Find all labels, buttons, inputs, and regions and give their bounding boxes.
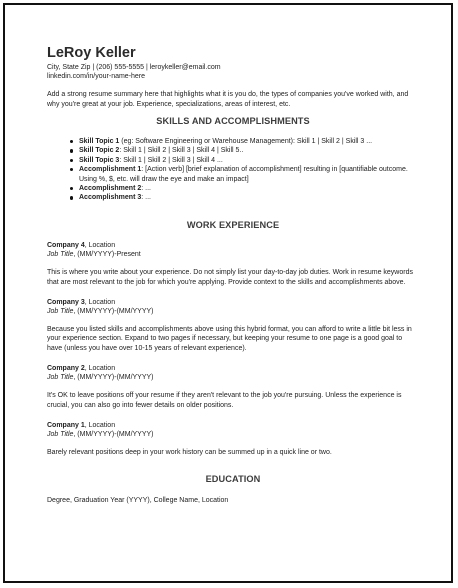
job-header xyxy=(47,364,419,382)
job-title: Job Title xyxy=(47,308,74,316)
job-location: , Location xyxy=(84,298,116,306)
skill-item-text: : Skill 1 | Skill 2 | Skill 3 | Skill 4 ... xyxy=(119,156,223,164)
work-section-title: WORK EXPERIENCE xyxy=(186,219,280,230)
job-title-line xyxy=(47,250,419,259)
skill-item-label: Accomplishment 1 xyxy=(79,166,142,174)
job-title: Job Title xyxy=(47,430,74,438)
job-title-line xyxy=(47,430,419,439)
skill-item xyxy=(69,156,419,165)
skills-list xyxy=(47,137,419,203)
contact-line: City, State Zip | (206) 555-5555 | leroykeller@email.com xyxy=(47,64,221,71)
skill-item-label: Accomplishment 2 xyxy=(79,185,142,193)
job-location: , Location xyxy=(84,364,116,372)
job-description: This is where you write about your experience. Do not simply list your day-to-day job duties. Work in resume keywords that are most relevant to the job for which you're applying. Provide context to the skills and accomplishments above. xyxy=(47,269,413,286)
job-header xyxy=(47,421,419,439)
skill-item-label: Accomplishment 3 xyxy=(79,194,142,202)
skill-item-text: : Skill 1 | Skill 2 | Skill 3 | Skill 4 | Skill 5.. xyxy=(119,147,244,155)
job-dates: , (MM/YYYY)-(MM/YYYY) xyxy=(73,308,154,316)
skill-item-label: Skill Topic 2 xyxy=(79,147,120,155)
job-dates: , (MM/YYYY)-Present xyxy=(73,251,141,259)
skill-item-text: : ... xyxy=(141,185,151,193)
job-company: Company 2 xyxy=(47,364,85,372)
resume-page xyxy=(3,3,453,583)
job-header xyxy=(47,298,419,316)
job-company-line xyxy=(47,364,419,373)
job-company-line xyxy=(47,241,419,250)
job-company: Company 4 xyxy=(47,242,85,250)
skills-section-title: SKILLS AND ACCOMPLISHMENTS xyxy=(156,115,310,126)
job-company-line xyxy=(47,298,419,307)
skill-item xyxy=(69,146,419,155)
job-description: Barely relevant positions deep in your work history can be summed up in a quick line or two. xyxy=(47,449,332,457)
job-title-line xyxy=(47,307,419,316)
skill-item-text: : ... xyxy=(141,194,151,202)
job-title-line xyxy=(47,373,419,382)
job-company-line xyxy=(47,421,419,430)
job-dates: , (MM/YYYY)-(MM/YYYY) xyxy=(73,430,154,438)
skill-item xyxy=(69,137,419,146)
skill-item-text: (eg: Software Engineering or Warehouse Management): Skill 1 | Skill 2 | Skill 3 ... xyxy=(119,138,373,146)
resume-summary: Add a strong resume summary here that highlights what it is you do, the types of companies you've worked with, and why you're great at your job. Experience, specializations, areas of interest, etc. xyxy=(47,91,409,108)
job-title: Job Title xyxy=(47,251,74,259)
linkedin-url: linkedin.com/in/your-name-here xyxy=(47,73,146,81)
education-entry: Degree, Graduation Year (YYYY), College Name, Location xyxy=(47,496,229,504)
skill-item-text: : [Action verb] [brief explanation of accomplishment] resulting in [quantifiable outcome. Using %, $, etc. will draw the eye and make an impact] xyxy=(79,166,408,183)
job-header xyxy=(47,241,419,259)
skill-item xyxy=(69,165,419,184)
job-dates: , (MM/YYYY)-(MM/YYYY) xyxy=(73,374,154,382)
candidate-name: LeRoy Keller xyxy=(47,45,136,61)
skill-item-label: Skill Topic 3 xyxy=(79,156,120,164)
job-location: , Location xyxy=(84,421,116,429)
skill-item-label: Skill Topic 1 xyxy=(79,138,120,146)
skill-item xyxy=(69,184,419,193)
job-company: Company 1 xyxy=(47,421,85,429)
education-section-title: EDUCATION xyxy=(205,474,261,485)
job-description: Because you listed skills and accomplishments above using this hybrid format, you can afford to write a little bit less in your experience section. Expand to two pages if necessary, but keeping your resume to one page is a good goal to have (unless you have over 10-15 years of relevant experience). xyxy=(47,326,412,352)
job-location: , Location xyxy=(84,242,116,250)
job-description: It's OK to leave positions off your resume if they aren't relevant to the job you're pursuing. Unless the experience is crucial, you can also go into fewer details on older positions. xyxy=(47,392,402,409)
resume-content xyxy=(47,45,419,505)
job-title: Job Title xyxy=(47,374,74,382)
job-company: Company 3 xyxy=(47,298,85,306)
skill-item xyxy=(69,193,419,202)
